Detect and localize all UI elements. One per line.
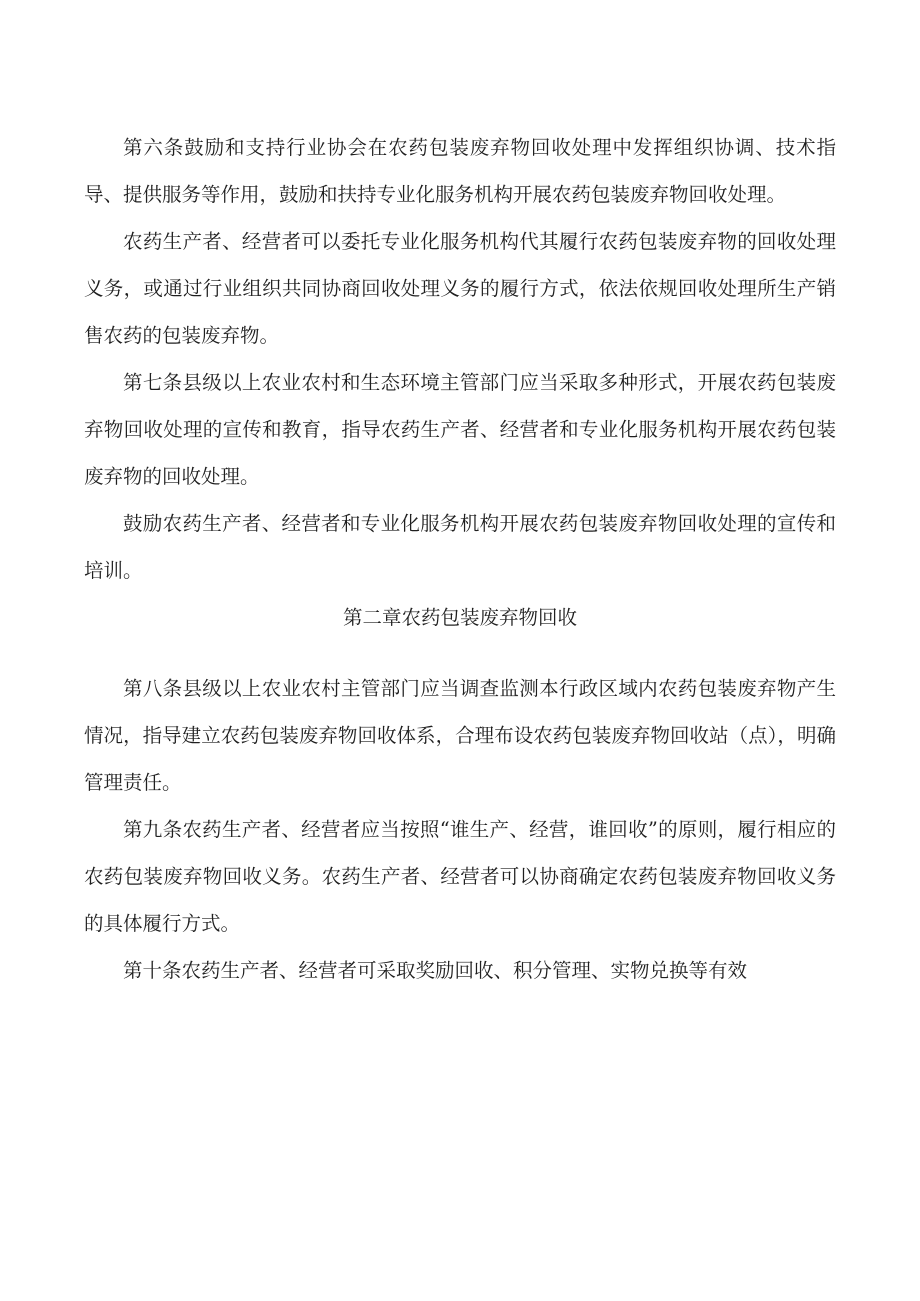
paragraph-article-9: 第九条农药生产者、经营者应当按照“谁生产、经营，谁回收”的原则，履行相应的农药包装废弃物回收义务。农药生产者、经营者可以协商确定农药包装废弃物回收义务的具体履行方式。	[84, 818, 836, 935]
paragraph-article-10: 第十条农药生产者、经营者可采取奖励回收、积分管理、实物兑换等有效	[123, 959, 748, 982]
paragraph-article-7-training: 鼓励农药生产者、经营者和专业化服务机构开展农药包装废弃物回收处理的宣传和培训。	[84, 512, 836, 582]
document-body	[84, 124, 836, 994]
chapter-spacer	[84, 641, 836, 665]
chapter-title: 第二章农药包装废弃物回收	[342, 606, 577, 629]
paragraph-article-8: 第八条县级以上农业农村主管部门应当调查监测本行政区域内农药包装废弃物产生情况，指导建立农药包装废弃物回收体系，合理布设农药包装废弃物回收站（点），明确管理责任。	[84, 677, 836, 794]
paragraph-article-6-delegation: 农药生产者、经营者可以委托专业化服务机构代其履行农药包装废弃物的回收处理义务，或通过行业组织共同协商回收处理义务的履行方式，依法依规回收处理所生产销售农药的包装废弃物。	[84, 230, 836, 347]
paragraph-article-6: 第六条鼓励和支持行业协会在农药包装废弃物回收处理中发挥组织协调、技术指导、提供服务等作用，鼓励和扶持专业化服务机构开展农药包装废弃物回收处理。	[84, 136, 836, 206]
paragraph-article-7: 第七条县级以上农业农村和生态环境主管部门应当采取多种形式，开展农药包装废弃物回收处理的宣传和教育，指导农药生产者、经营者和专业化服务机构开展农药包装废弃物的回收处理。	[84, 371, 836, 488]
